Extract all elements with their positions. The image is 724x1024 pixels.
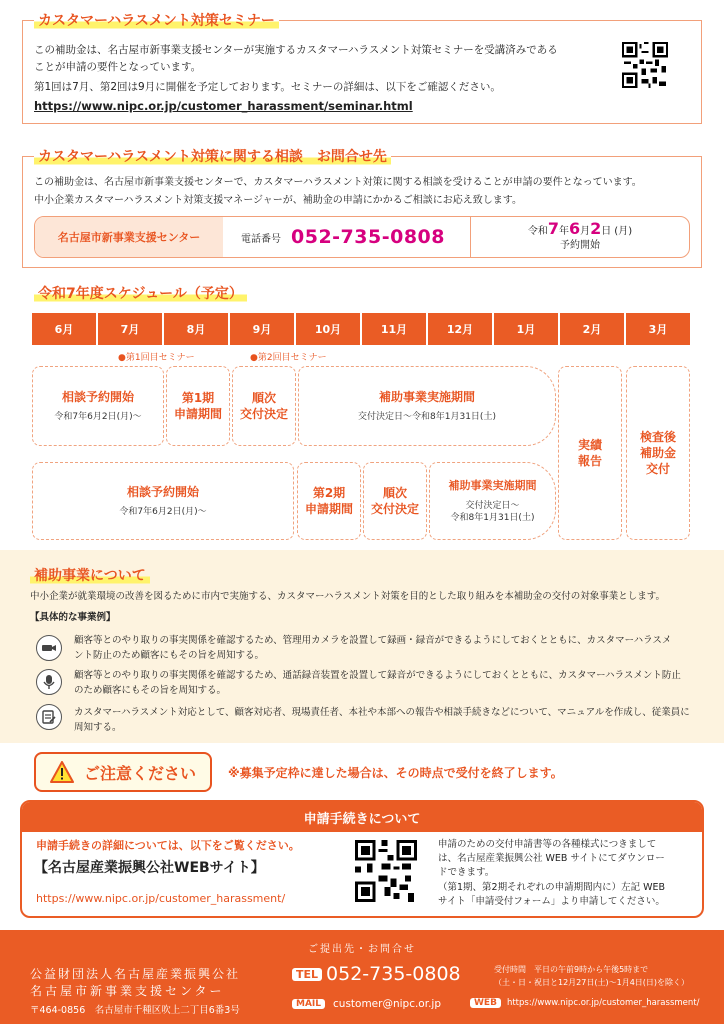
- row2-impl-sub1: 交付決定日〜: [465, 501, 520, 511]
- footer-address: 〒464-0856 名古屋市千種区吹上二丁目6番3号: [30, 1005, 240, 1016]
- row1-grant-a: 順次: [251, 391, 276, 405]
- date-month-unit: 月: [580, 225, 591, 237]
- consult-center-name: 名古屋市新事業支援センター: [35, 217, 223, 257]
- month-jan: 1月: [494, 313, 560, 345]
- procedure-right-4: （第1期、第2期それぞれの申請期間内に）左記 WEB: [438, 882, 666, 893]
- procedure-right-1: 申請のための交付申請書等の各種様式につきまして: [438, 839, 657, 850]
- seminar-qr-code: [622, 42, 668, 88]
- phone-label: 電話番号: [241, 233, 281, 245]
- procedure-right-2: は、名古屋産業振興公社 WEB サイトにてダウンロー: [438, 853, 665, 864]
- row2-impl-sub2: 令和8年1月31日(土): [450, 513, 535, 523]
- month-aug: 8月: [164, 313, 230, 345]
- about-heading: 補助事業について: [30, 565, 150, 585]
- row1-grant-b: 交付決定: [239, 407, 288, 421]
- report-b: 報告: [577, 454, 602, 468]
- date-day: 2: [590, 218, 602, 238]
- consult-phone[interactable]: [223, 217, 471, 257]
- month-oct: 10月: [296, 313, 362, 345]
- row2-grant-a: 順次: [382, 486, 407, 500]
- consult-date-note: 予約開始: [560, 239, 600, 251]
- row1-consult-title: 相談予約開始: [61, 390, 134, 404]
- footer-heading: ご提出先・お問合せ: [308, 944, 416, 955]
- seminar-2-marker: ●第2回目セミナー: [250, 353, 327, 363]
- row1-apply-a: 第1期: [181, 391, 215, 405]
- footer-org-2: 名古屋市新事業支援センター: [30, 984, 225, 998]
- row2-apply: [297, 462, 361, 540]
- row2-implementation: [429, 462, 556, 540]
- row1-apply-b: 申請期間: [173, 407, 222, 421]
- footer-hours-1: 受付時間 平日の午前9時から午後5時まで: [494, 965, 649, 974]
- consult-start-date: [471, 217, 689, 257]
- month-sep: 9月: [230, 313, 296, 345]
- example-2-line-1: 顧客等とのやり取りの事実関係を確認するため、通話録音装置を設置して録音ができるようにしておくとともに、カスタマーハラスメント防止: [74, 670, 681, 681]
- schedule-months: [32, 313, 690, 345]
- procedure-site-name: 【名古屋産業振興公社WEBサイト】: [34, 860, 265, 876]
- row2-apply-b: 申請期間: [304, 502, 353, 516]
- date-era: 令和: [527, 225, 548, 237]
- caution-note: ※募集予定枠に達した場合は、その時点で受付を終了します。: [228, 766, 563, 780]
- seminar-text-2: ことが申請の要件となっています。: [34, 61, 202, 73]
- seminar-1-marker: ●第1回目セミナー: [118, 353, 195, 363]
- example-2-line-2: のため顧客にもその旨を周知する。: [74, 685, 227, 696]
- procedure-right-5: サイト「申請受付フォーム」より申請してください。: [438, 896, 665, 907]
- procedure-heading: 申請手続きについて: [22, 802, 702, 832]
- tel-number[interactable]: 052-735-0808: [326, 963, 461, 985]
- schedule-heading: 令和7年度スケジュール（予定）: [34, 283, 247, 303]
- row2-consult-sub: 令和7年6月2日(月)〜: [119, 507, 207, 517]
- final-b: 補助金: [639, 446, 676, 460]
- about-description: 中小企業が就業環境の改善を図るために市内で実施する、カスタマーハラスメント対策を目的とした取り組みを本補助金の交付の対象事業とします。: [30, 591, 665, 602]
- final-grant-box: [626, 366, 690, 540]
- seminar-heading: カスタマーハラスメント対策セミナー: [34, 10, 279, 30]
- procedure-qr-code: [355, 840, 417, 902]
- row1-impl-sub: 交付決定日〜令和8年1月31日(土): [358, 412, 496, 422]
- footer-hours-2: （土・日・祝日と12月27日(土)〜1月4日(日)を除く）: [494, 978, 690, 987]
- row1-consult-sub: 令和7年6月2日(月)〜: [54, 412, 142, 422]
- final-a: 検査後: [639, 430, 676, 444]
- date-weekday: (月): [614, 225, 633, 237]
- consult-text-2: 中小企業カスタマーハラスメント対策支援マネージャーが、補助金の申請にかかるご相談にお応え致します。: [34, 195, 522, 206]
- month-nov: 11月: [362, 313, 428, 345]
- row2-apply-a: 第2期: [312, 486, 346, 500]
- row1-consult: [32, 366, 164, 446]
- footer-mail[interactable]: [292, 998, 441, 1010]
- example-1-line-2: ント防止のため顧客にもその旨を周知する。: [74, 650, 265, 661]
- camera-icon: [36, 635, 62, 661]
- month-mar: 3月: [626, 313, 690, 345]
- procedure-intro: 申請手続きの詳細については、以下をご覧ください。: [36, 839, 300, 852]
- example-3-line-1: カスタマーハラスメント対応として、顧客対応者、現場責任者、本社や本部への報告や相談手続きなどについて、マニュアルを作成し、従業員に: [74, 707, 690, 718]
- phone-number[interactable]: 052-735-0808: [291, 226, 445, 248]
- seminar-text-1: この補助金は、名古屋市新事業支援センターが実施するカスタマーハラスメント対策セミナーを受講済みである: [34, 44, 558, 56]
- web-label: WEB: [470, 998, 501, 1008]
- footer-org-1: 公益財団法人名古屋産業振興公社: [30, 967, 241, 981]
- report-a: 実績: [577, 438, 602, 452]
- web-url[interactable]: https://www.nipc.or.jp/customer_harassment/: [506, 998, 700, 1008]
- date-day-unit: 日: [601, 225, 612, 237]
- footer-tel[interactable]: [292, 963, 461, 985]
- row2-grant: [363, 462, 427, 540]
- consult-heading: カスタマーハラスメント対策に関する相談 お問合せ先: [34, 146, 391, 166]
- caution-box: [34, 752, 212, 792]
- tel-label: TEL: [292, 968, 322, 981]
- warning-icon: [50, 761, 74, 783]
- month-feb: 2月: [560, 313, 626, 345]
- date-month: 6: [569, 218, 581, 238]
- consult-contact-row: [34, 216, 690, 258]
- date-year: 7: [547, 218, 560, 238]
- row2-consult: [32, 462, 294, 540]
- row2-impl-title: 補助事業実施期間: [448, 479, 537, 492]
- month-dec: 12月: [428, 313, 494, 345]
- procedure-url[interactable]: https://www.nipc.or.jp/customer_harassment/: [36, 892, 286, 905]
- examples-label: 【具体的な事業例】: [30, 612, 116, 623]
- procedure-right-3: ドできます。: [438, 867, 495, 878]
- mail-label: MAIL: [292, 999, 325, 1009]
- seminar-url[interactable]: https://www.nipc.or.jp/customer_harassment/seminar.html: [34, 99, 413, 113]
- microphone-icon: [36, 669, 62, 695]
- row1-grant: [232, 366, 296, 446]
- caution-title: ご注意ください: [84, 763, 197, 783]
- example-1-line-1: 顧客等とのやり取りの事実関係を確認するため、管理用カメラを設置して録画・録音ができるようにしておくとともに、カスタマーハラスメ: [74, 635, 672, 646]
- manual-icon: [36, 704, 62, 730]
- row1-implementation: [298, 366, 556, 446]
- footer: [0, 930, 724, 1024]
- example-3-line-2: 周知する。: [74, 722, 122, 733]
- consult-date-line: [527, 218, 633, 239]
- date-year-unit: 年: [559, 225, 570, 237]
- seminar-text-3: 第1回は7月、第2回は9月に開催を予定しております。セミナーの詳細は、以下をご確認ください。: [34, 81, 501, 93]
- report-box: [558, 366, 622, 540]
- row1-apply: [166, 366, 230, 446]
- row1-impl-title: 補助事業実施期間: [378, 390, 475, 404]
- month-jun: 6月: [32, 313, 98, 345]
- final-c: 交付: [645, 462, 670, 476]
- consult-text-1: この補助金は、名古屋市新事業支援センターで、カスタマーハラスメント対策に関する相談を受けることが申請の要件となっています。: [34, 177, 642, 188]
- month-jul: 7月: [98, 313, 164, 345]
- row2-grant-b: 交付決定: [370, 502, 419, 516]
- mail-address[interactable]: customer@nipc.or.jp: [333, 998, 442, 1010]
- row2-consult-title: 相談予約開始: [126, 485, 199, 499]
- footer-web[interactable]: [470, 998, 699, 1008]
